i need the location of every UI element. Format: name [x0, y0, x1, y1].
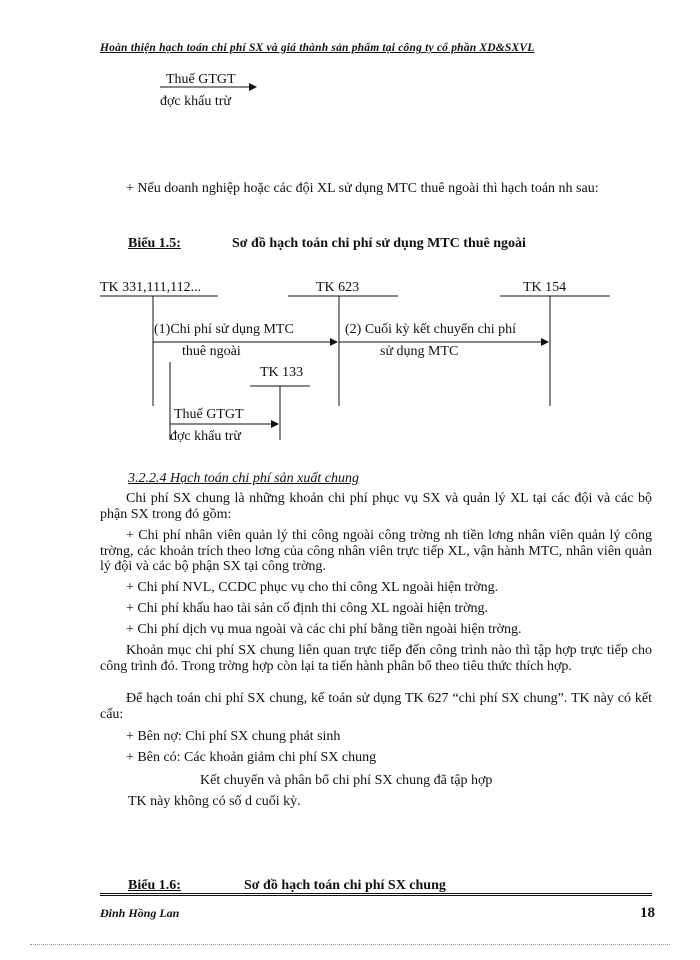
flow-2-label: (2) Cuối kỳ kết chuyển chi phí	[345, 322, 517, 337]
vat-label: Thuế GTGT	[174, 407, 244, 422]
footer-author: Đinh Hồng Lan	[100, 906, 180, 920]
page-number: 18	[640, 905, 655, 921]
footer-rule	[100, 893, 652, 896]
credit-line-2: Kết chuyển và phân bổ chi phí SX chung đã tập hợp	[200, 773, 493, 788]
flow-1-label: (1)Chi phí sử dụng MTC	[154, 322, 294, 337]
paragraph-3: Để hạch toán chi phí SX chung, kế toán sử dụng TK 627 “chi phí SX chung”. TK này có kết cấu:	[100, 691, 652, 722]
flow-2-label-2: sử dụng MTC	[380, 344, 459, 359]
paragraph-1: Chi phí SX chung là những khoản chi phí phục vụ SX và quản lý XL tại các đội và các bộ phận SX trong đó gồm:	[100, 491, 652, 522]
debit-line: + Bên nợ: Chi phí SX chung phát sinh	[126, 729, 341, 744]
intro-paragraph: + Nếu doanh nghiệp hoặc các đội XL sử dụng MTC thuê ngoài thì hạch toán nh sau:	[126, 181, 599, 196]
bieu-1-5-title: Sơ đồ hạch toán chi phí sử dụng MTC thuê ngoài	[232, 236, 526, 251]
bieu-1-6-label: Biểu 1.6:	[128, 878, 181, 893]
bullet-materials: + Chi phí NVL, CCDC phục vụ cho thi công XL ngoài hiện trờng.	[126, 580, 499, 595]
bieu-1-6-title: Sơ đồ hạch toán chi phí SX chung	[244, 878, 446, 893]
bieu-1-5-label: Biểu 1.5:	[128, 236, 181, 251]
section-heading: 3.2.2.4 Hạch toán chi phí sản xuất chung	[128, 471, 359, 486]
running-header: Hoàn thiện hạch toán chi phí SX và giá thành sản phẩm tại công ty cổ phần XD&SXVL	[100, 42, 535, 54]
tk-331-label: TK 331,111,112...	[100, 280, 202, 295]
tk-133-label: TK 133	[260, 365, 304, 380]
paragraph-2: Khoản mục chi phí SX chung liên quan trực tiếp đến công trình nào thì tập hợp trực tiếp cho công trình đó. Trong trờng hợp còn lại ta tiến hành phân bổ theo tiêu thức thích hợp.	[100, 643, 652, 674]
top-vat-label: Thuế GTGT	[166, 72, 236, 87]
credit-line: + Bên có: Các khoản giảm chi phí SX chung	[126, 750, 377, 765]
bullet-staff: + Chi phí nhân viên quản lý thi công ngoài công trờng nh tiền lơng nhân viên quản lý công trờng, các khoản trích theo lơng của công nhân viên trực tiếp XL, vận hành MTC, nhân viên quản lý đội và các bộ phận SX tại công trờng.	[100, 528, 652, 574]
top-vat-label-2: đợc khấu trừ	[160, 94, 231, 109]
flow-1-label-2: thuê ngoài	[182, 344, 241, 359]
closing-line: TK này không có số d cuối kỳ.	[128, 794, 301, 809]
vat-label-2: đợc khấu trừ	[170, 429, 241, 444]
bullet-services: + Chi phí dịch vụ mua ngoài và các chi phí bằng tiền ngoài hiện trờng.	[126, 622, 522, 637]
tk-623-label: TK 623	[316, 280, 360, 295]
page-edge-dots	[30, 944, 670, 945]
bullet-depreciation: + Chi phí khấu hao tài sản cố định thi công XL ngoài hiện trờng.	[126, 601, 488, 616]
tk-154-label: TK 154	[523, 280, 567, 295]
